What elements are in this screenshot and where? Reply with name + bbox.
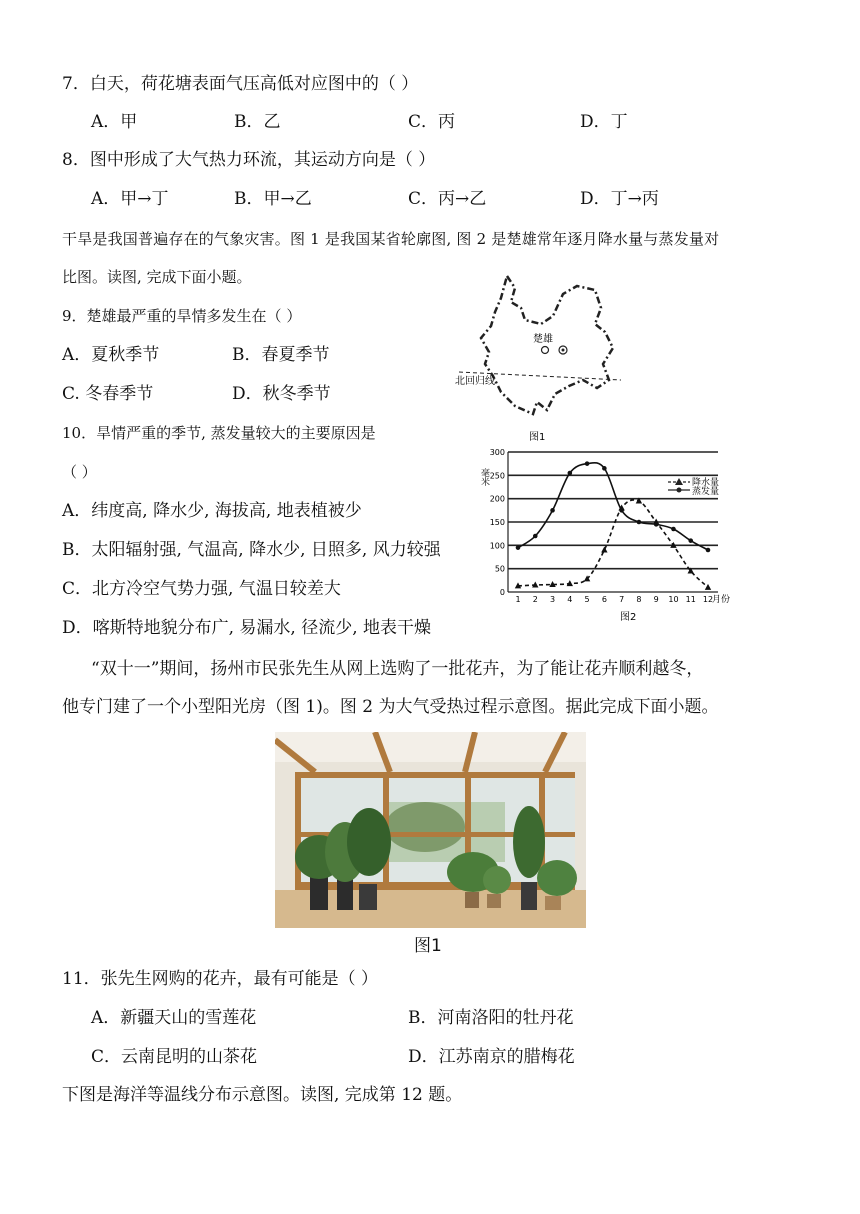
q9-option-a[interactable]: A．夏秋季节 [62,345,160,365]
y-tick-label: 150 [489,518,505,527]
precip-evap-chart [478,440,740,626]
q7-option-b[interactable]: B．乙 [234,112,281,132]
q8-option-b[interactable]: B．甲→乙 [234,189,312,209]
x-tick-label: 12 [702,595,714,604]
data-point-circle [688,538,693,543]
y-tick-label: 0 [499,588,505,597]
x-tick-label: 4 [567,595,573,604]
q10-option-a[interactable]: A．纬度高, 降水少, 海拔高, 地表植被少 [62,501,362,521]
x-tick-label: 11 [685,595,696,604]
data-point-circle [706,548,711,553]
legend-evaporation: 蒸发量 [692,487,720,497]
q10-option-b[interactable]: B．太阳辐射强, 气温高, 降水少, 日照多, 风力较强 [62,540,441,560]
series-line-1 [518,500,708,587]
x-tick-label: 1 [515,595,521,604]
q9-option-c[interactable]: C. 冬春季节 [62,384,154,404]
q7-option-a[interactable]: A．甲 [91,112,138,132]
province-border [481,276,613,414]
x-tick-label: 7 [619,595,625,604]
q8-option-d[interactable]: D．丁→丙 [580,189,659,209]
x-tick-label: 2 [532,595,538,604]
q7-option-c[interactable]: C．丙 [408,112,456,132]
question-8-stem: 8．图中形成了大气热力环流，其运动方向是（ ） [62,150,436,170]
question-7-stem: 7．白天，荷花塘表面气压高低对应图中的（ ） [62,74,419,94]
question-10-paren: （ ） [62,463,97,481]
q8-option-c[interactable]: C．丙→乙 [408,189,487,209]
photo-caption: 图1 [414,936,442,956]
y-tick-label: 250 [489,471,505,481]
q7-option-d[interactable]: D．丁 [580,112,628,132]
passage-1-line-1: 干旱是我国普遍存在的气象灾害。图 1 是我国某省轮廓图, 图 2 是楚雄常年逐月降水量与蒸发量对 [62,230,720,248]
x-tick-label: 10 [668,595,679,604]
data-point-circle [671,527,676,532]
legend-precipitation: 降水量 [692,478,720,488]
q9-option-b[interactable]: B．春夏季节 [232,345,330,365]
q10-option-d[interactable]: D．喀斯特地貌分布广, 易漏水, 径流少, 地表干燥 [62,618,432,638]
data-point-circle [602,466,607,471]
data-point-circle [533,534,538,539]
q10-option-c[interactable]: C．北方冷空气势力强, 气温日较差大 [62,579,341,599]
data-point-circle [619,508,624,513]
data-point-triangle [601,547,607,553]
city-label: 楚雄 [533,334,553,345]
data-point-circle [637,520,642,525]
capital-marker-dot [562,349,565,352]
sunroom-photo [275,732,586,928]
y-tick-label: 300 [489,448,505,457]
tropic-label: 北回归线 [455,376,495,387]
x-tick-label: 5 [584,595,590,604]
x-tick-label: 3 [549,595,556,604]
q9-option-d[interactable]: D．秋冬季节 [232,384,331,404]
q11-option-a[interactable]: A．新疆天山的雪莲花 [91,1008,257,1028]
data-point-circle [654,522,659,527]
chart-caption: 图2 [620,612,637,623]
data-point-circle [568,471,573,476]
x-tick-label: 9 [653,595,659,604]
q8-option-a[interactable]: A．甲→丁 [91,189,169,209]
y-axis-label: 毫米 [479,468,489,486]
passage-2-line-2: 他专门建了一个小型阳光房（图 1)。图 2 为大气受热过程示意图。据此完成下面小题。 [62,697,719,717]
question-11-stem: 11．张先生网购的花卉，最有可能是（ ） [62,969,379,989]
q11-option-b[interactable]: B．河南洛阳的牡丹花 [408,1008,574,1028]
city-marker [542,347,549,354]
q11-option-d[interactable]: D．江苏南京的腊梅花 [408,1047,575,1067]
data-point-circle [516,545,521,550]
map-caption: 图1 [529,432,546,443]
question-9-stem: 9．楚雄最严重的旱情多发生在（ ） [62,307,302,325]
x-tick-label: 8 [636,595,642,604]
chart-legend [668,476,719,497]
passage-1-line-2: 比图。读图, 完成下面小题。 [62,268,252,286]
passage-3-line-1: 下图是海洋等温线分布示意图。读图, 完成第 12 题。 [62,1085,463,1105]
province-outline-map [445,268,635,448]
y-tick-label: 100 [489,541,505,551]
data-point-circle [585,461,590,466]
data-point-triangle [705,584,711,590]
y-tick-label: 200 [489,494,505,504]
x-axis-label: 月份 [712,595,731,605]
data-point-triangle [567,580,573,586]
question-10-stem: 10．旱情严重的季节, 蒸发量较大的主要原因是 [62,424,376,442]
x-tick-label: 6 [601,595,607,604]
data-point-circle [550,508,555,513]
q11-option-c[interactable]: C．云南昆明的山茶花 [91,1047,258,1067]
passage-2-line-1: “双十一”期间，扬州市民张先生从网上选购了一批花卉，为了能让花卉顺利越冬， [91,659,704,679]
y-tick-label: 50 [494,564,505,574]
